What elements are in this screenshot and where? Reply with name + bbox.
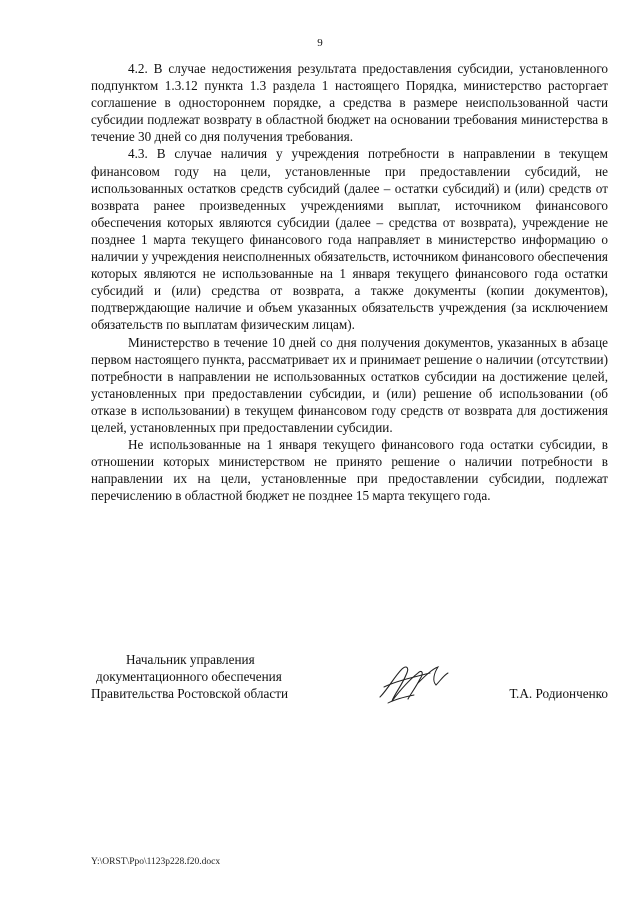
page-number: 9 [317, 37, 323, 49]
paragraph-unused-balances: Не использованные на 1 января текущего финансового года остатки субсидии, в отношении которых министерством не принято решение о наличии потребности в направлении их на цели, установленные при предоставлении субсидии, подлежат перечислению в областной бюджет не позднее 15 марта текущего года. [91, 437, 608, 504]
signature-block [91, 651, 608, 711]
paragraph-4-2: 4.2. В случае недостижения результата предоставления субсидии, установленного подпунктом 1.3.12 пункта 1.3 раздела 1 настоящего Порядка, министерство расторгает соглашение в одностороннем порядке, а средства в размере неиспользованной части субсидии подлежат возврату в областной бюджет на основании требования министерства в течение 30 дней со дня получения требования. [91, 61, 608, 145]
signer-title [91, 651, 351, 702]
signer-title-line-3: Правительства Ростовской области [91, 686, 289, 701]
signer-title-line-1: Начальник управления [126, 652, 255, 667]
paragraph-ministry-decision: Министерство в течение 10 дней со дня получения документов, указанных в абзаце первом настоящего пункта, рассматривает их и принимает решение о наличии (отсутствии) потребности в направлении не использованных остатков субсидии на достижение целей, установленных при предоставлении субсидии, и (или) решение об использовании (об отказе в использовании) в текущем финансовом году средств от возврата для достижения целей, установленных при предоставлении субсидии. [91, 334, 608, 435]
paragraph-4-3: 4.3. В случае наличия у учреждения потребности в направлении в текущем финансовом году на цели, установленные при предоставлении субсидий, не использованных остатков средств субсидий (далее – остатки субсидий) и (или) средств от возврата ранее произведенных учреждениями выплат, источником финансового обеспечения которых являются субсидии (далее – средства от возврата), учреждение не позднее 1 марта текущего финансового года направляет в министерство информацию о наличии у учреждения неисполненных обязательств, источником финансового обеспечения которых являются не использованные на 1 января текущего финансового года остатки субсидий и (или) средства от возврата, а также документы (копии документов), подтверждающие наличие и объем указанных обязательств учреждения (за исключением обязательств по выплатам физическим лицам). [91, 146, 608, 333]
file-path: Y:\ORST\Ppo\1123p228.f20.docx [91, 857, 221, 867]
document-body [91, 60, 608, 504]
handwritten-signature [374, 659, 454, 707]
signer-name: Т.А. Родионченко [509, 686, 608, 701]
signer-title-line-2: документационного обеспечения [96, 669, 282, 684]
